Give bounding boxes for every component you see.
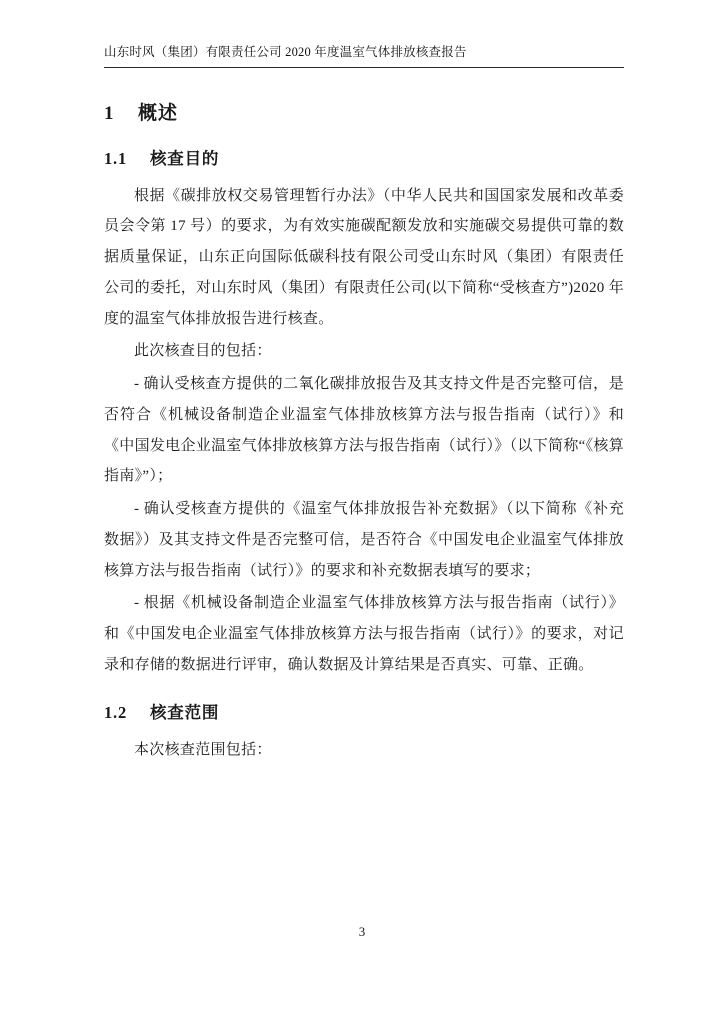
page-header: 山东时风（集团）有限责任公司 2020 年度温室气体排放核查报告: [104, 44, 624, 68]
subsection-title: 核查范围: [150, 702, 220, 722]
paragraph: 根据《碳排放权交易管理暂行办法》（中华人民共和国国家发展和改革委员会令第 17 号）的要求，为有效实施碳配额发放和实施碳交易提供可靠的数据质量保证，山东正向国际低碳科技有限公司受山东时风（集团）有限责任公司的委托，对山东时风（集团）有限责任公司(以下简称“受核查方”)2020 年度的温室气体排放报告进行核查。: [104, 187, 624, 327]
paragraph: ‐ 确认受核查方提供的《温室气体排放报告补充数据》（以下简称《补充数据》）及其支持文件是否完整可信，是否符合《中国发电企业温室气体排放核算方法与报告指南（试行）》的要求和补充数据表填写的要求；: [104, 501, 624, 579]
section-title: 概述: [138, 102, 179, 124]
page-number: 3: [358, 924, 366, 939]
page-content-area: [104, 44, 624, 767]
subsection-heading-1-2: [104, 699, 624, 723]
paragraph: ‐ 根据《机械设备制造企业温室气体排放核算方法与报告指南（试行）》和《中国发电企业温室气体排放核算方法与报告指南（试行）》的要求，对记录和存储的数据进行评审，确认数据及计算结果是否真实、可靠、正确。: [104, 595, 624, 673]
subsection-title: 核查目的: [150, 148, 220, 168]
subsection-heading-1-1: [104, 145, 624, 169]
paragraph: 本次核查范围包括：: [134, 741, 272, 758]
subsection-number: 1.2: [104, 702, 128, 722]
section-number: 1: [104, 102, 115, 124]
paragraph: ‐ 确认受核查方提供的二氧化碳排放报告及其支持文件是否完整可信，是否符合《机械设备制造企业温室气体排放核算方法与报告指南（试行）》和《中国发电企业温室气体排放核算方法与报告指南（试行）》（以下简称“《核算指南》”）；: [104, 376, 624, 485]
section-heading: [104, 98, 624, 125]
document-body: [104, 98, 624, 766]
paragraph: 此次核查目的包括：: [134, 343, 272, 360]
subsection-number: 1.1: [104, 148, 128, 168]
